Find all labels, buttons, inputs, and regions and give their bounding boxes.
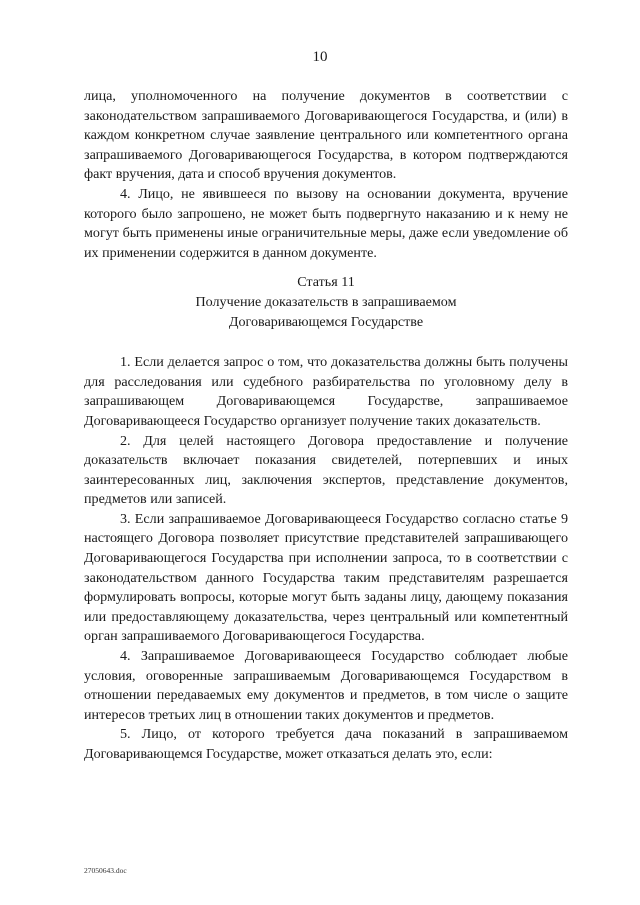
article-paragraph-5: 5. Лицо, от которого требуется дача показаний в запрашиваемом Договаривающемся Государстве, может отказаться делать это, если: xyxy=(84,726,568,762)
paragraph-continuation: лица, уполномоченного на получение документов в соответствии с законодательством запрашиваемого Договаривающегося Государства, и (или) в каждом конкретном случае заявление центрального или компетентного органа запрашиваемого Договаривающегося Государства, в котором подтверждаются факт вручения, дата и способ вручения документов. xyxy=(84,88,568,183)
paragraph-4: 4. Лицо, не явившееся по вызову на основании документа, вручение которого было запрошено, не может быть подвергнуто наказанию и к нему не могут быть применены иные ограничительные меры, даже если уведомление об их применении содержится в данном документе. xyxy=(84,185,568,261)
article-title-line-1: Получение доказательств в запрашиваемом xyxy=(195,293,457,310)
article-number: Статья 11 xyxy=(297,274,355,291)
article-heading xyxy=(84,273,568,332)
article-paragraph-2: 2. Для целей настоящего Договора предоставление и получение доказательств включает показания свидетелей, потерпевших и иных заинтересованных лиц, заключения экспертов, представление документов, предметов или записей. xyxy=(84,432,568,508)
document-body xyxy=(84,87,568,765)
page-number: 10 xyxy=(312,49,328,65)
article-paragraph-4: 4. Запрашиваемое Договаривающееся Государство соблюдает любые условия, оговоренные запрашиваемым Договаривающемся Государством в отношении передаваемых ему документов и предметов, в том числе о защите интересов третьих лиц в отношении таких документов и предметов. xyxy=(84,648,568,723)
article-paragraph-3: 3. Если запрашиваемое Договаривающееся Государство согласно статье 9 настоящего Договора позволяет присутствие представителей запрашивающего Договаривающегося Государства при исполнении запроса, то в соответствии с законодательством данного Государства таким представителям разрешается формулировать вопросы, которые могут быть заданы лицу, дающему показания или предоставляющему доказательства, через центральный или компетентный орган запрашиваемого Договаривающегося Государства. xyxy=(84,510,568,645)
file-name-footer: 27050643.doc xyxy=(84,866,127,875)
article-paragraph-1: 1. Если делается запрос о том, что доказательства должны быть получены для расследования или судебного разбирательства по уголовному делу в запрашивающем Договаривающемся Государстве, запрашиваемое Договаривающееся Государство организует получение таких доказательств. xyxy=(84,354,568,429)
article-title-line-2: Договаривающемся Государстве xyxy=(228,313,424,330)
